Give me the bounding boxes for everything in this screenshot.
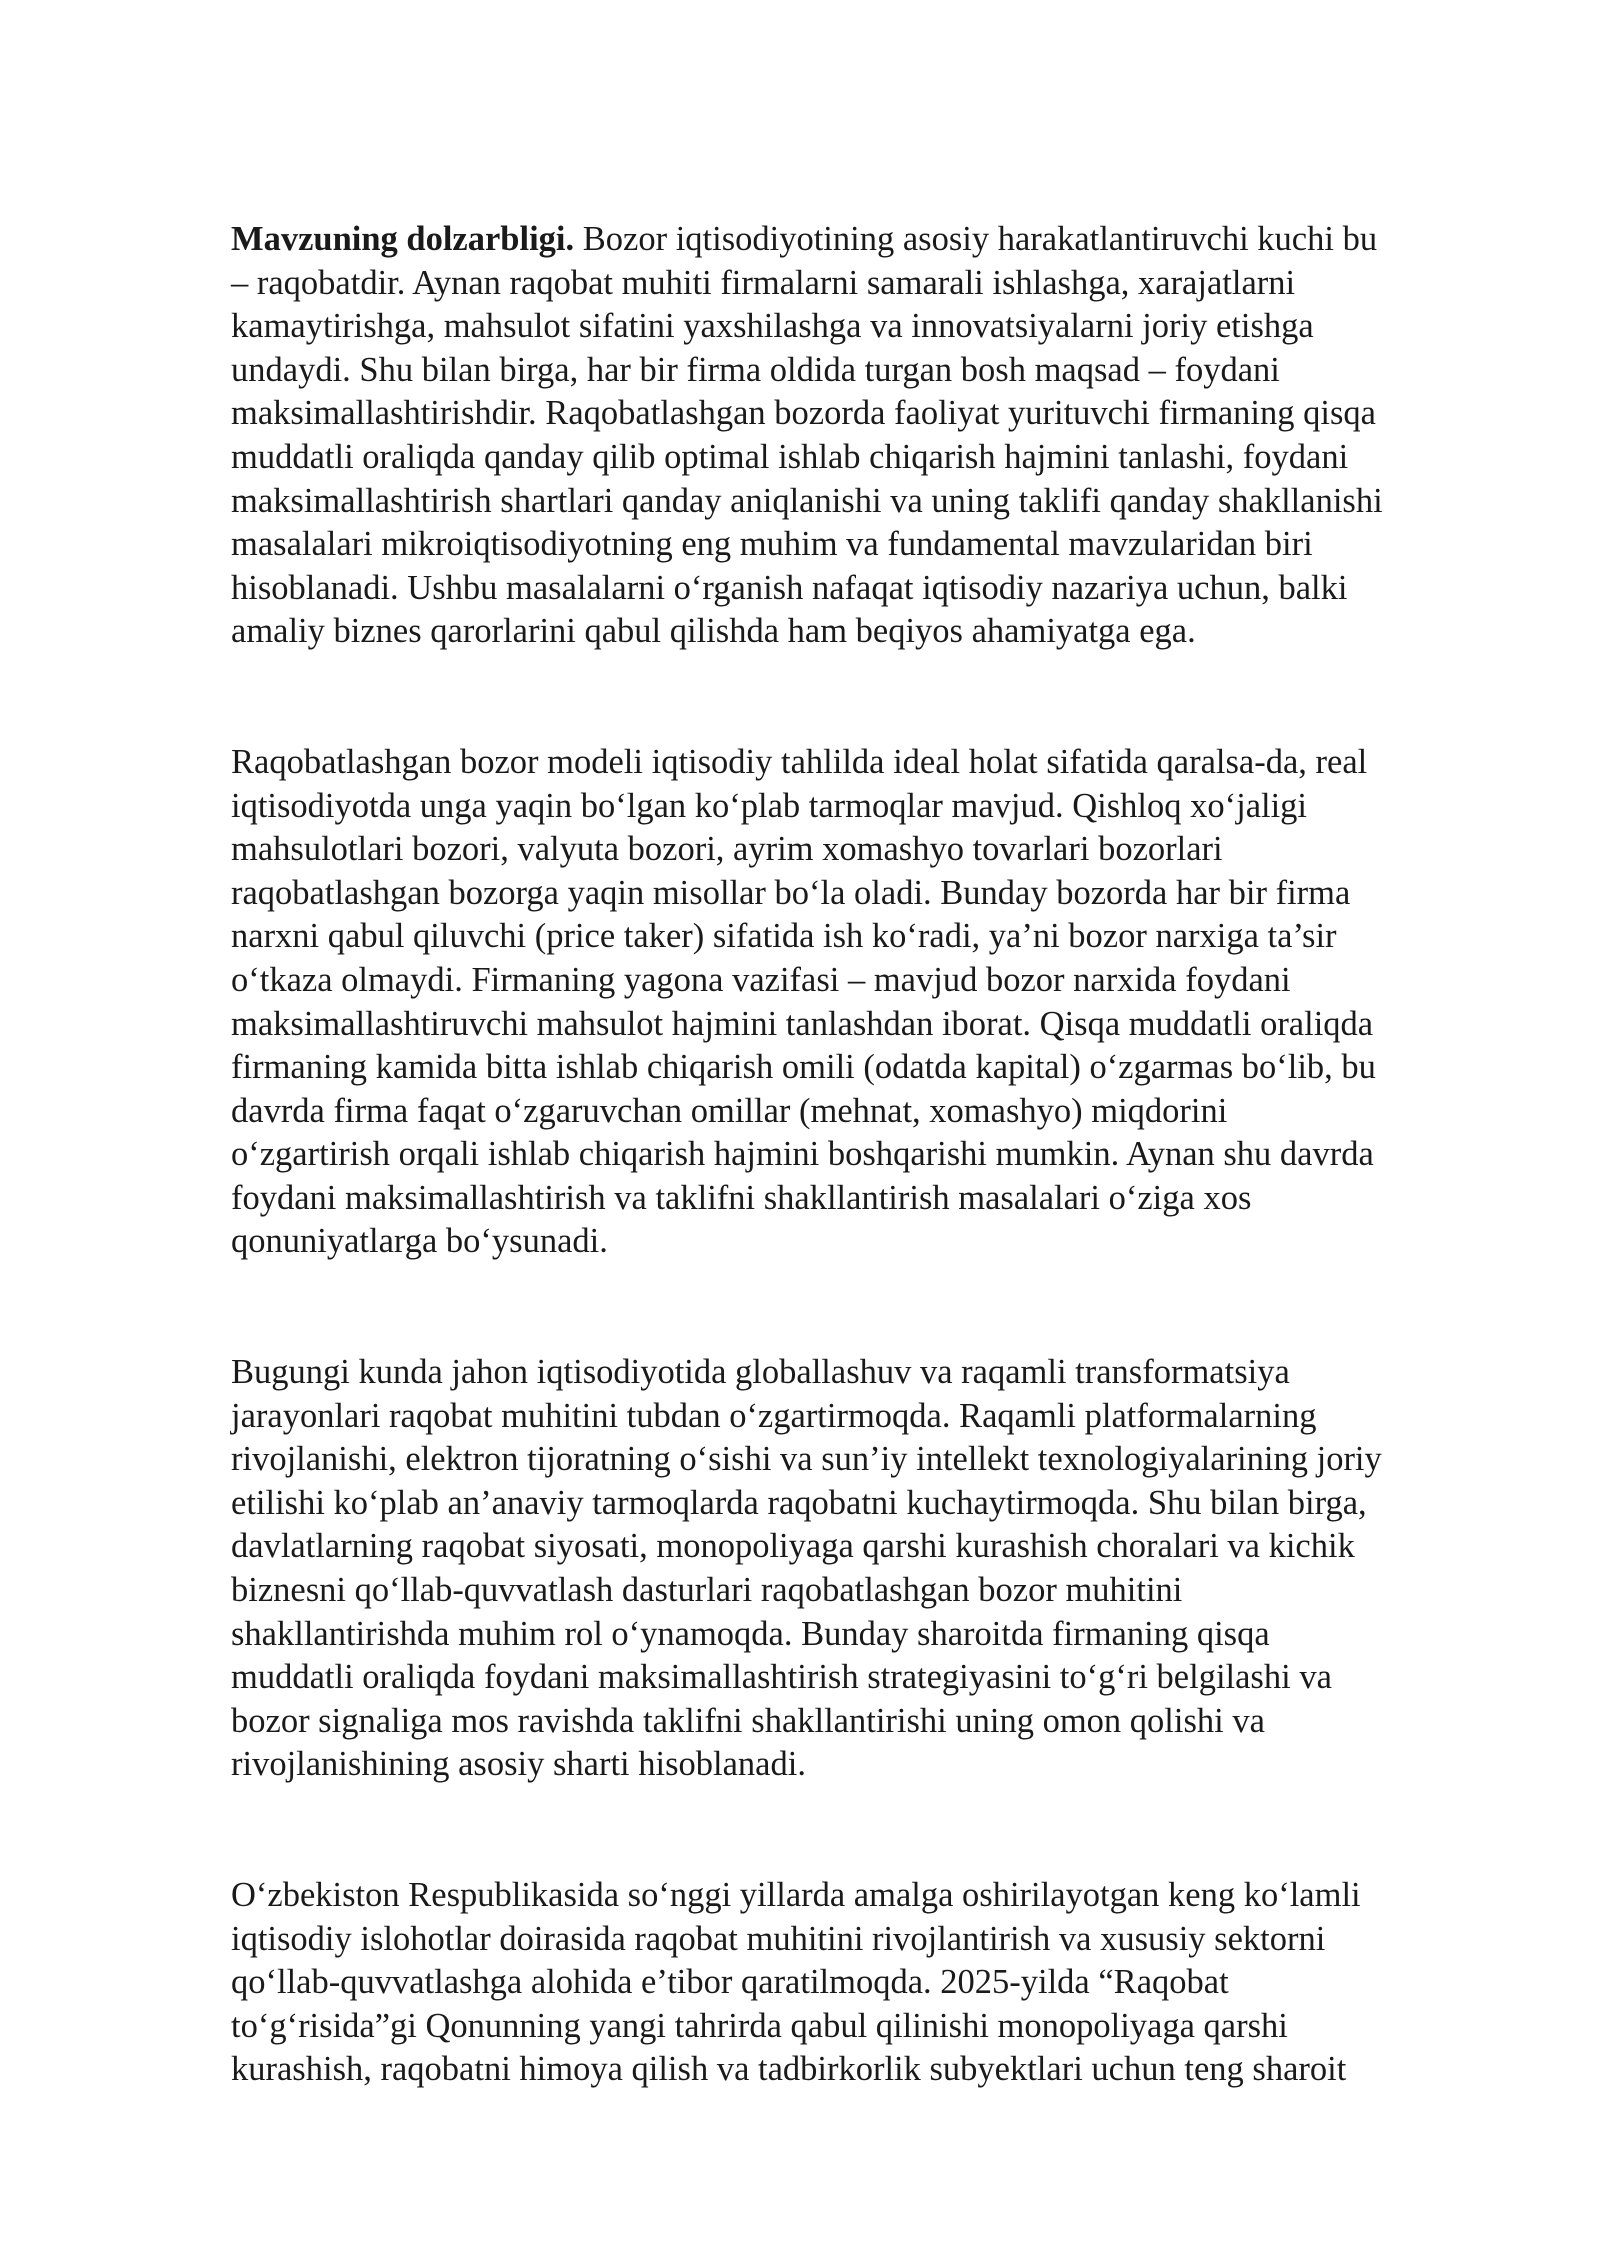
paragraph-competitive-market: [231, 741, 1511, 1264]
paragraph-globalization: [231, 1351, 1511, 1787]
paragraph-line: maksimallashtirish shartlari qanday aniqlanishi va uning taklifi qanday shakllanishi: [231, 481, 1383, 520]
paragraph-line: mahsulotlari bozori, valyuta bozori, ayrim xomashyo tovarlari bozorlari: [231, 830, 1223, 869]
paragraph-line: oʻzgartirish orqali ishlab chiqarish hajmini boshqarishi mumkin. Aynan shu davrda: [231, 1135, 1374, 1174]
paragraph-line: oʻtkaza olmaydi. Firmaning yagona vazifasi – mavjud bozor narxida foydani: [231, 960, 1291, 999]
paragraph-line: amaliy biznes qarorlarini qabul qilishda ham beqiyos ahamiyatga ega.: [231, 612, 1196, 651]
paragraph-line: biznesni qoʻllab-quvvatlash dasturlari raqobatlashgan bozor muhitini: [231, 1571, 1183, 1610]
paragraph-line: bozor signaliga mos ravishda taklifni shakllantirishi uning omon qolishi va: [231, 1701, 1265, 1740]
paragraph-line: hisoblanadi. Ushbu masalalarni oʻrganish nafaqat iqtisodiy nazariya uchun, balki: [231, 568, 1348, 607]
paragraph-line: maksimallashtiruvchi mahsulot hajmini tanlashdan iborat. Qisqa muddatli oraliqda: [231, 1004, 1374, 1043]
section-lead-heading: Mavzuning dolzarbligi.: [231, 220, 575, 258]
paragraph-line: kurashish, raqobatni himoya qilish va tadbirkorlik subyektlari uchun teng sharoit: [231, 2050, 1347, 2089]
paragraph-line: Bugungi kunda jahon iqtisodiyotida globallashuv va raqamli transformatsiya: [231, 1353, 1290, 1392]
paragraph-line: Oʻzbekiston Respublikasida soʻnggi yillarda amalga oshirilayotgan keng koʻlamli: [231, 1876, 1361, 1914]
paragraph-line: Mavzuning dolzarbligi. Bozor iqtisodiyotining asosiy harakatlantiruvchi kuchi bu: [231, 220, 1378, 258]
paragraph-line: narxni qabul qiluvchi (price taker) sifatida ish koʻradi, ya’ni bozor narxiga ta’sir: [231, 917, 1337, 956]
paragraph-line: raqobatlashgan bozorga yaqin misollar boʻla oladi. Bunday bozorda har bir firma: [231, 873, 1351, 912]
paragraph-line: davlatlarning raqobat siyosati, monopoliyaga qarshi kurashish choralari va kichik: [231, 1527, 1355, 1566]
paragraph-line: iqtisodiyotda unga yaqin boʻlgan koʻplab tarmoqlar mavjud. Qishloq xoʻjaligi: [231, 786, 1308, 825]
paragraph-line: qoʻllab-quvvatlashga alohida e’tibor qaratilmoqda. 2025-yilda “Raqobat: [231, 1963, 1229, 2002]
paragraph-relevance: [231, 218, 1511, 654]
paragraph-line: muddatli oraliqda qanday qilib optimal ishlab chiqarish hajmini tanlashi, foydani: [231, 437, 1349, 476]
paragraph-line: undaydi. Shu bilan birga, har bir firma oldida turgan bosh maqsad – foydani: [231, 350, 1280, 389]
paragraph-line: toʻgʻrisida”gi Qonunning yangi tahrirda qabul qilinishi monopoliyaga qarshi: [231, 2006, 1288, 2045]
paragraph-line: jarayonlari raqobat muhitini tubdan oʻzgartirmoqda. Raqamli platformalarning: [231, 1396, 1317, 1435]
paragraph-line: rivojlanishining asosiy sharti hisoblanadi.: [231, 1745, 806, 1784]
paragraph-uzbekistan-reforms: [231, 1874, 1511, 2092]
paragraph-line: qonuniyatlarga boʻysunadi.: [231, 1222, 608, 1261]
document-page: [231, 218, 1511, 2179]
paragraph-line: iqtisodiy islohotlar doirasida raqobat muhitini rivojlantirish va xususiy sektorni: [231, 1919, 1326, 1958]
paragraph-line: foydani maksimallashtirish va taklifni shakllantirish masalalari oʻziga xos: [231, 1178, 1252, 1217]
paragraph-line: Raqobatlashgan bozor modeli iqtisodiy tahlilda ideal holat sifatida qaralsa-da, real: [231, 742, 1368, 781]
paragraph-line: kamaytirishga, mahsulot sifatini yaxshilashga va innovatsiyalarni joriy etishga: [231, 307, 1314, 346]
paragraph-line: – raqobatdir. Aynan raqobat muhiti firmalarni samarali ishlashga, xarajatlarni: [231, 263, 1296, 302]
paragraph-line: davrda firma faqat oʻzgaruvchan omillar (mehnat, xomashyo) miqdorini: [231, 1091, 1228, 1130]
paragraph-line: masalalari mikroiqtisodiyotning eng muhim va fundamental mavzularidan biri: [231, 525, 1313, 564]
paragraph-line: etilishi koʻplab an’anaviy tarmoqlarda raqobatni kuchaytirmoqda. Shu bilan birga,: [231, 1483, 1367, 1522]
paragraph-line: muddatli oraliqda foydani maksimallashtirish strategiyasini toʻgʻri belgilashi va: [231, 1658, 1332, 1697]
paragraph-line: firmaning kamida bitta ishlab chiqarish omili (odatda kapital) oʻzgarmas boʻlib, bu: [231, 1048, 1376, 1087]
paragraph-line: maksimallashtirishdir. Raqobatlashgan bozorda faoliyat yurituvchi firmaning qisqa: [231, 394, 1376, 433]
paragraph-line: rivojlanishi, elektron tijoratning oʻsishi va sun’iy intellekt texnologiyalarining joriy: [231, 1440, 1382, 1479]
paragraph-line: shakllantirishda muhim rol oʻynamoqda. Bunday sharoitda firmaning qisqa: [231, 1614, 1270, 1653]
